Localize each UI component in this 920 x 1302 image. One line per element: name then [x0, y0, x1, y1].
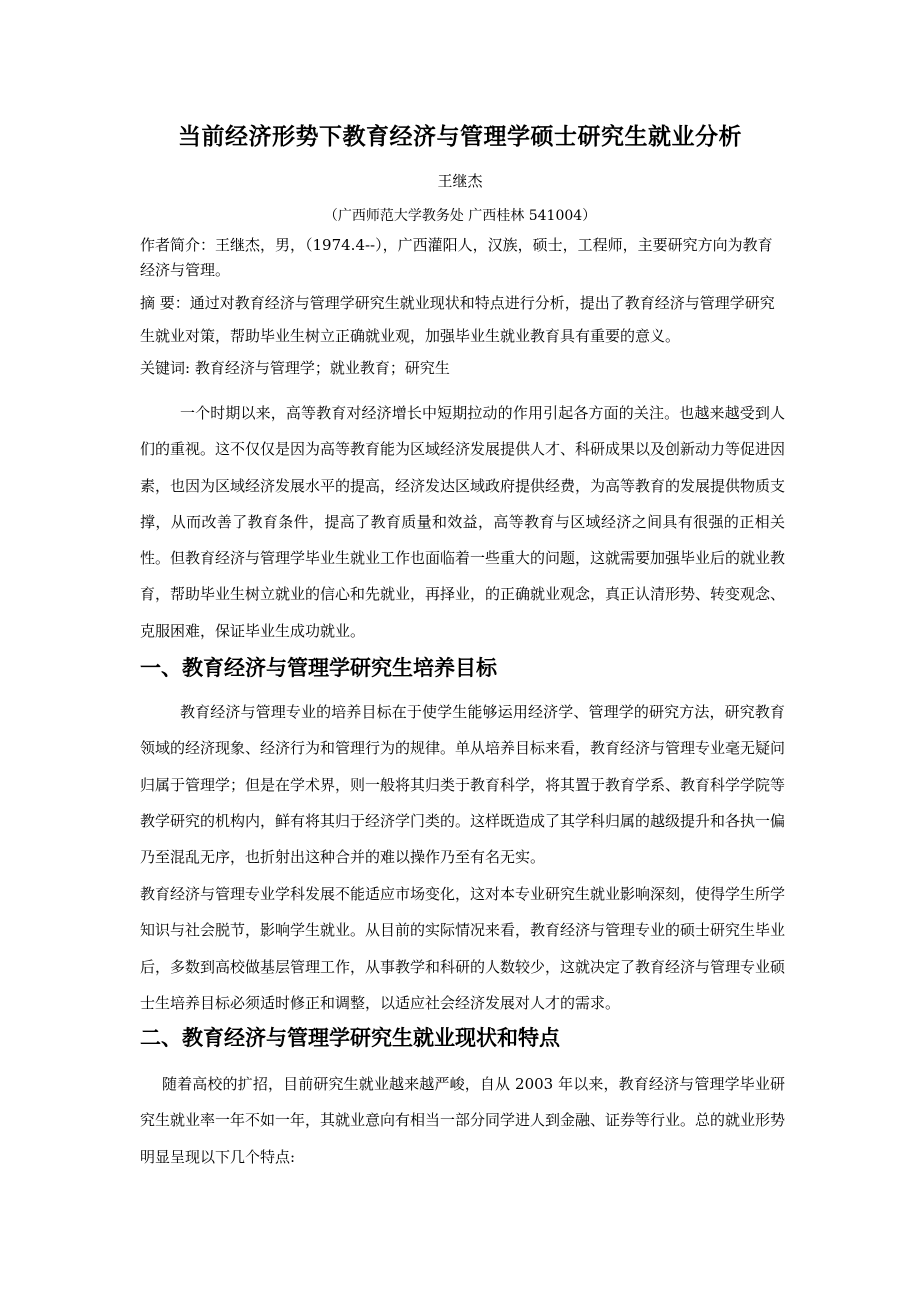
section1-paragraph-2: 教育经济与管理专业学科发展不能适应市场变化，这对本专业研究生就业影响深刻，使得学生所学知识与社会脱节，影响学生就业。从目前的实际情况来看，教育经济与管理专业的硕士研究生毕业后，多数到高校做基层管理工作，从事教学和科研的人数较少，这就决定了教育经济与管理专业硕士生培养目标必须适时修正和调整，以适应社会经济发展对人才的需求。: [140, 885, 786, 1012]
keywords: 关键词: 教育经济与管理学；就业教育；研究生: [140, 359, 450, 377]
section2-paragraph-1: 随着高校的扩招，目前研究生就业越来越严峻，自从 2003 年以来，教育经济与管理学毕业研究生就业率一年不如一年，其就业意向有相当一部分同学进人到金融、证券等行业。总的就业形势明显呈现以下几个特点:: [140, 1075, 786, 1166]
intro-paragraph: 一个时期以来，高等教育对经济增长中短期拉动的作用引起各方面的关注。也越来越受到人们的重视。这不仅仅是因为高等教育能为区域经济发展提供人才、科研成果以及创新动力等促进因素，也因为区域经济发展水平的提高，经济发达区域政府提供经费，为高等教育的发展提供物质支撑，从而改善了教育条件，提高了教育质量和效益，高等教育与区域经济之间具有很强的正相关性。但教育经济与管理学毕业生就业工作也面临着一些重大的问题，这就需要加强毕业后的就业教育，帮助毕业生树立就业的信心和先就业，再择业，的正确就业观念，真正认清形势、转变观念、克服困难，保证毕业生成功就业。: [140, 404, 786, 640]
author-name: 王继杰: [437, 172, 483, 190]
author-bio: 作者简介：王继杰，男，（1974.4--），广西灌阳人，汉族，硕士，工程师，主要研究方向为教育经济与管理。: [140, 236, 773, 279]
section-heading-1: 一、教育经济与管理学研究生培养目标: [140, 656, 497, 680]
author-affiliation: （广西师范大学教务处 广西桂林 541004）: [323, 208, 597, 224]
section1-paragraph-1: 教育经济与管理专业的培养目标在于使学生能够运用经济学、管理学的研究方法，研究教育领域的经济现象、经济行为和管理行为的规律。单从培养目标来看，教育经济与管理专业毫无疑问归属于管理学；但是在学术界，则一般将其归类于教育科学，将其置于教育学系、教育科学学院等教学研究的机构内，鲜有将其归于经济学门类的。这样既造成了其学科归属的越级提升和各执一偏乃至混乱无序，也折射出这种合并的难以操作乃至有名无实。: [140, 703, 786, 867]
paper-title: 当前经济形势下教育经济与管理学硕士研究生就业分析: [178, 124, 742, 150]
section-heading-2: 二、教育经济与管理学研究生就业现状和特点: [140, 1026, 560, 1050]
abstract: 摘 要：通过对教育经济与管理学研究生就业现状和特点进行分析，提出了教育经济与管理学研究生就业对策，帮助毕业生树立正确就业观，加强毕业生就业教育具有重要的意义。: [140, 294, 775, 345]
